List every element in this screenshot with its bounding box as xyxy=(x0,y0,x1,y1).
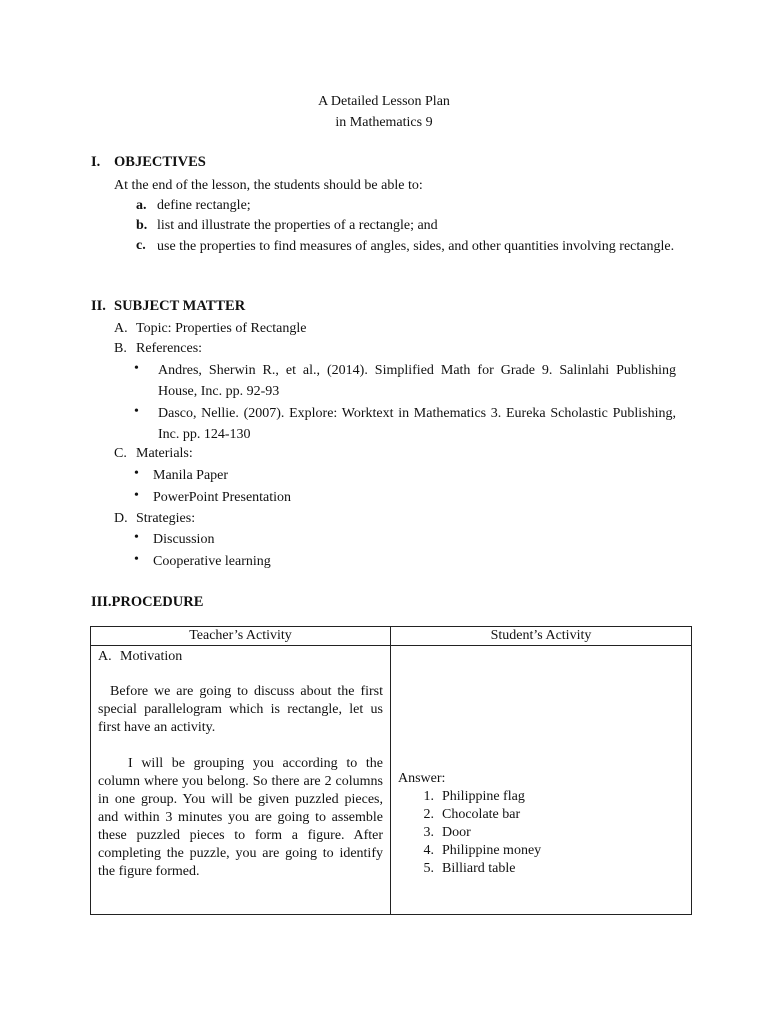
subject-matter-number: II. xyxy=(91,298,106,314)
bullet-icon: • xyxy=(134,404,139,419)
objective-label: a. xyxy=(136,198,147,213)
table-header-row xyxy=(91,627,692,646)
answer-label: Answer: xyxy=(398,771,446,786)
bullet-icon: • xyxy=(134,466,139,481)
reference-item: Andres, Sherwin R., et al., (2014). Simplified Math for Grade 9. Salinlahi Publishing House, Inc. pp. 92-93 xyxy=(158,363,676,399)
student-activity-cell xyxy=(391,646,692,915)
objective-label: b. xyxy=(136,218,148,233)
subject-matter-heading xyxy=(91,298,245,315)
list-item: 5. Billiard table xyxy=(423,861,516,876)
topic-line xyxy=(114,319,306,339)
objectives-title: OBJECTIVES xyxy=(114,154,206,170)
teacher-paragraph: I will be grouping you according to the column where you belong. So there are 2 columns in one group. You will be given puzzled pieces, and within 3 minutes you are going to assemble these puzzled pieces to form a figure. After completing the puzzle, you are going to identify the figure formed. xyxy=(98,756,383,879)
objectives-heading xyxy=(91,154,206,171)
teacher-paragraph: Before we are going to discuss about the first special parallelogram which is rectangle, let us first have an activity. xyxy=(98,684,383,735)
objectives-number: I. xyxy=(91,154,101,170)
procedure-heading: III.PROCEDURE xyxy=(91,594,204,610)
strategy-item: Cooperative learning xyxy=(153,554,271,569)
materials-label: C. xyxy=(114,446,127,461)
objective-item xyxy=(136,196,251,216)
motivation-heading xyxy=(98,648,383,666)
materials-text: Materials: xyxy=(136,446,193,461)
objectives-intro: At the end of the lesson, the students should be able to: xyxy=(114,178,423,193)
answer-list xyxy=(398,788,684,878)
topic-label: A. xyxy=(114,321,128,336)
list-item: 2. Chocolate bar xyxy=(423,807,521,822)
topic-text: Topic: Properties of Rectangle xyxy=(136,321,307,336)
table-row xyxy=(91,646,692,915)
strategies-text: Strategies: xyxy=(136,511,196,526)
material-item: Manila Paper xyxy=(153,468,229,483)
references-label: B. xyxy=(114,341,127,356)
list-item: 1. Philippine flag xyxy=(423,789,525,804)
reference-item: Dasco, Nellie. (2007). Explore: Worktext in Mathematics 3. Eureka Scholastic Publishing, Inc. pp. 124-130 xyxy=(158,406,676,442)
bullet-icon: • xyxy=(134,530,139,545)
teacher-activity-header: Teacher’s Activity xyxy=(91,627,391,646)
references-text: References: xyxy=(136,341,203,356)
objective-text: list and illustrate the properties of a rectangle; and xyxy=(157,218,438,233)
strategies-label: D. xyxy=(114,511,128,526)
strategies-line xyxy=(114,509,195,529)
materials-line xyxy=(114,444,193,464)
document-subtitle: in Mathematics 9 xyxy=(335,115,433,130)
motivation-title: Motivation xyxy=(120,649,183,664)
procedure-table xyxy=(90,626,692,915)
objective-text: define rectangle; xyxy=(157,198,251,213)
objective-label-c: c. xyxy=(136,238,146,253)
bullet-icon: • xyxy=(134,361,139,376)
strategy-item: Discussion xyxy=(153,532,215,547)
references-line xyxy=(114,339,202,359)
material-item: PowerPoint Presentation xyxy=(153,490,292,505)
objective-text-c: use the properties to find measures of angles, sides, and other quantities involving rectangle. xyxy=(157,239,675,254)
teacher-activity-cell xyxy=(91,646,391,915)
bullet-icon: • xyxy=(134,488,139,503)
list-item: 4. Philippine money xyxy=(423,843,542,858)
bullet-icon: • xyxy=(134,552,139,567)
objective-item xyxy=(136,216,438,236)
motivation-label: A. xyxy=(98,649,112,664)
student-activity-header: Student’s Activity xyxy=(391,627,692,646)
list-item: 3. Door xyxy=(423,825,471,840)
subject-matter-title: SUBJECT MATTER xyxy=(114,298,246,314)
document-title: A Detailed Lesson Plan xyxy=(318,94,450,109)
